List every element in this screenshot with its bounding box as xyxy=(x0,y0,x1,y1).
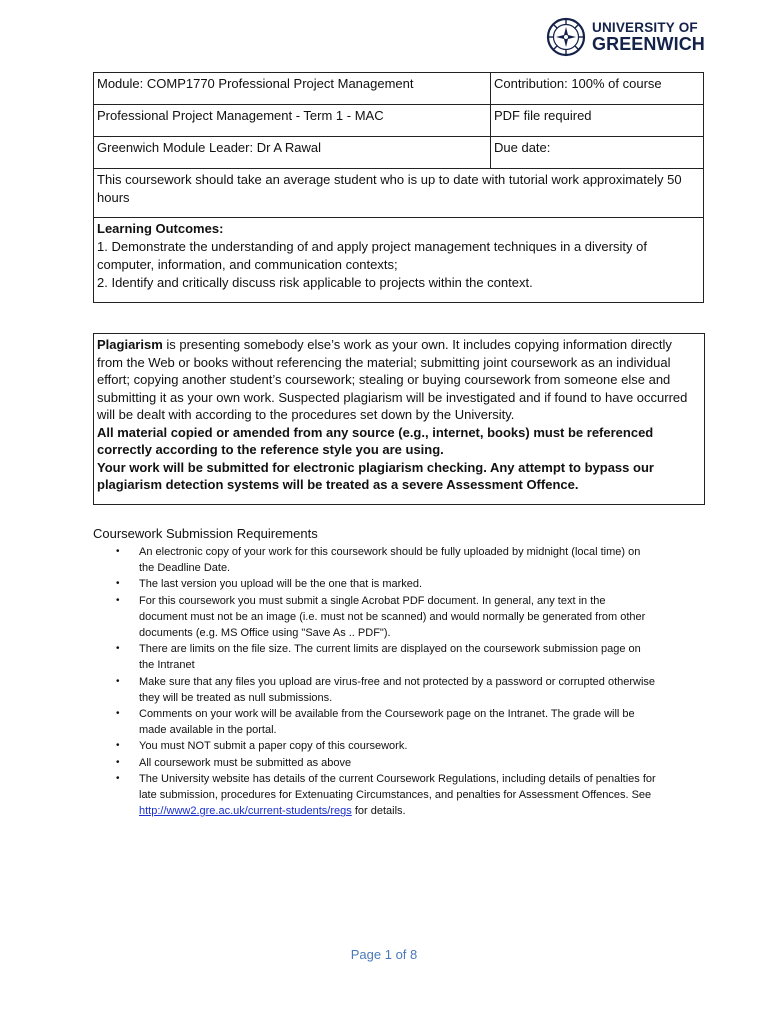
list-item: • Make sure that any files you upload are virus-free and not protected by a password or corrupted otherwise they will be treated as null submissions. xyxy=(116,675,656,704)
table-row xyxy=(94,73,704,105)
plagiarism-box xyxy=(93,333,705,505)
module-cell: Module: COMP1770 Professional Project Management xyxy=(94,73,491,105)
due-date-cell: Due date: xyxy=(491,137,704,169)
plagiarism-reference-note: All material copied or amended from any source (e.g., internet, books) must be referenced correctly according to the reference style you are using. xyxy=(97,424,654,457)
plagiarism-checking-note: Your work will be submitted for electronic plagiarism checking. Any attempt to bypass our plagiarism detection systems will be treated as a severe Assessment Offence. xyxy=(97,459,654,492)
plagiarism-text: is presenting somebody else’s work as your own. It includes copying information directly from the Web or books without referencing the material; submitting joint coursework as an individual effort; copying another student’s coursework; stealing or buying coursework from someone else and submitting it as your own work. Suspected plagiarism will be investigated and if found to have occurred will be dealt with according to the procedures set down by the University. xyxy=(97,337,688,422)
table-row xyxy=(94,169,704,218)
list-item: • Comments on your work will be available from the Coursework page on the Intranet. The grade will be made available in the portal. xyxy=(116,708,635,737)
coursework-info-table xyxy=(93,72,704,303)
module-leader-cell: Greenwich Module Leader: Dr A Rawal xyxy=(94,137,491,169)
table-row xyxy=(94,105,704,137)
list-item: • You must NOT submit a paper copy of this coursework. xyxy=(116,740,408,753)
table-row xyxy=(94,137,704,169)
list-item: • The University website has details of the current Coursework Regulations, including details of penalties for late submission, procedures for Extenuating Circumstances, and penalties for Assessment Offences. See http://www2.gre.ac.uk/current-students/regs for details. xyxy=(116,772,656,818)
learning-outcome-2: 2. Identify and critically discuss risk applicable to projects within the context. xyxy=(97,275,533,290)
requirements-title: Coursework Submission Requirements xyxy=(93,526,318,541)
list-item: • For this coursework you must submit a single Acrobat PDF document. In general, any text in the document must not be an image (i.e. must not be scanned) and would normally be generated from other documents (e.g. MS Office using "Save As .. PDF"). xyxy=(116,594,646,640)
regulations-link[interactable]: http://www2.gre.ac.uk/current-students/regs xyxy=(139,805,352,818)
pdf-required-cell: PDF file required xyxy=(491,105,704,137)
effort-cell: This coursework should take an average student who is up to date with tutorial work approximately 50 hours xyxy=(94,169,704,218)
contribution-cell: Contribution: 100% of course xyxy=(491,73,704,105)
university-logo xyxy=(546,16,706,58)
learning-outcomes-cell xyxy=(94,218,704,303)
list-item: • All coursework must be submitted as above xyxy=(116,756,352,769)
plagiarism-term: Plagiarism xyxy=(97,337,163,352)
logo-line-1: UNIVERSITY OF xyxy=(592,19,698,35)
table-row xyxy=(94,218,704,303)
list-item: • An electronic copy of your work for this coursework should be fully uploaded by midnight (local time) on the Deadline Date. xyxy=(116,546,641,575)
list-item: • There are limits on the file size. The current limits are displayed on the coursework submission page on the Intranet xyxy=(116,643,641,672)
university-seal-icon xyxy=(546,17,586,57)
page-number: Page 1 of 8 xyxy=(350,947,418,962)
learning-outcomes-title: Learning Outcomes: xyxy=(97,221,224,236)
logo-line-2: GREENWICH xyxy=(592,34,705,55)
requirements-list xyxy=(116,544,656,819)
list-item: • The last version you upload will be the one that is marked. xyxy=(116,578,423,591)
learning-outcome-1: 1. Demonstrate the understanding of and apply project management techniques in a diversity of computer, information, and communication contexts; xyxy=(97,239,647,272)
course-cell: Professional Project Management - Term 1 - MAC xyxy=(94,105,491,137)
